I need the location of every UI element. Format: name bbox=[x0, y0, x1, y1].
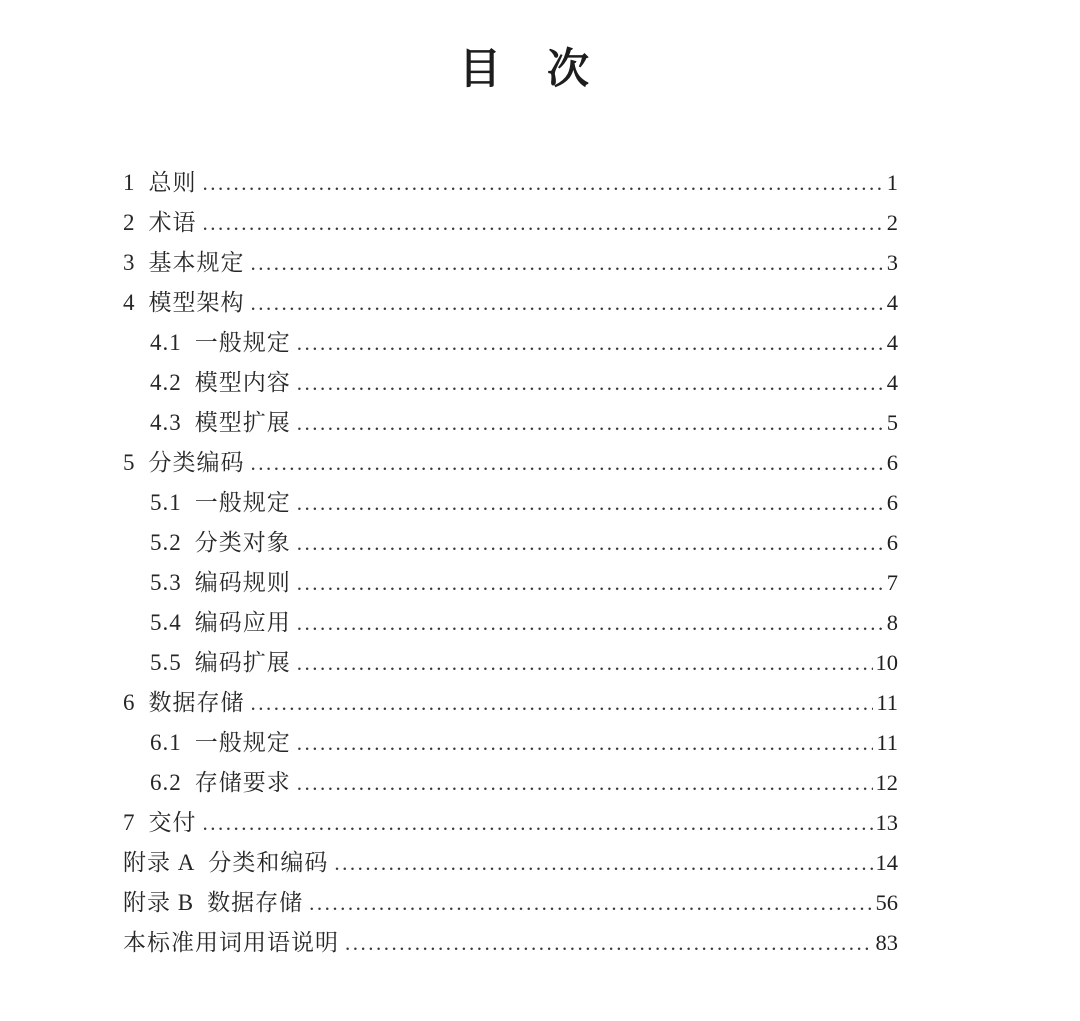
toc-entry[interactable] bbox=[123, 284, 898, 324]
toc-entry-page-number: 13 bbox=[875, 810, 898, 835]
dot-leader-line bbox=[203, 170, 884, 196]
toc-entry-number: 5.5 bbox=[150, 650, 182, 675]
toc-entry-title[interactable]: 分类编码 bbox=[148, 450, 245, 475]
toc-entry-number: 3 bbox=[123, 250, 136, 275]
toc-entry-page-number: 11 bbox=[876, 690, 898, 715]
toc-entry-page-number: 5 bbox=[886, 410, 898, 435]
toc-entry-page-number: 3 bbox=[886, 250, 898, 275]
toc-entry[interactable] bbox=[123, 764, 898, 804]
toc-entry-number: 7 bbox=[123, 810, 136, 835]
toc-entry-number: 4.3 bbox=[150, 410, 182, 435]
dot-leader-line bbox=[297, 530, 884, 556]
toc-entry-page-number: 56 bbox=[875, 890, 898, 915]
toc-entry-title[interactable]: 总则 bbox=[148, 170, 197, 195]
toc-entry[interactable] bbox=[123, 884, 898, 924]
toc-entry-page-number: 8 bbox=[886, 610, 898, 635]
dot-leader-line bbox=[203, 210, 884, 236]
toc-entry-title[interactable]: 一般规定 bbox=[194, 730, 291, 755]
toc-entry-title[interactable]: 编码规则 bbox=[194, 570, 291, 595]
toc-entry-page-number: 12 bbox=[875, 770, 898, 795]
toc-entry[interactable] bbox=[123, 404, 898, 444]
toc-entry-number: 附录 A bbox=[123, 850, 196, 875]
dot-leader-line bbox=[297, 330, 884, 356]
toc-entry-number: 6 bbox=[123, 690, 136, 715]
toc-entry[interactable] bbox=[123, 724, 898, 764]
toc-entry-number: 附录 B bbox=[123, 890, 195, 915]
toc-entry-page-number: 4 bbox=[886, 370, 898, 395]
toc-entry[interactable] bbox=[123, 164, 898, 204]
toc-entry-page-number: 1 bbox=[886, 170, 898, 195]
toc-entry-title[interactable]: 编码扩展 bbox=[194, 650, 291, 675]
toc-entry[interactable] bbox=[123, 364, 898, 404]
dot-leader-line bbox=[297, 370, 884, 396]
toc-entry-title[interactable]: 一般规定 bbox=[194, 490, 291, 515]
toc-entry-number: 5 bbox=[123, 450, 136, 475]
dot-leader-line bbox=[297, 610, 884, 636]
toc-entry-number: 4 bbox=[123, 290, 136, 315]
toc-entry-title[interactable]: 模型扩展 bbox=[194, 410, 291, 435]
dot-leader-line bbox=[297, 490, 884, 516]
toc-entry-number: 4.2 bbox=[150, 370, 182, 395]
toc-entry-title[interactable]: 交付 bbox=[148, 810, 197, 835]
toc-entry-title[interactable]: 基本规定 bbox=[148, 250, 245, 275]
dot-leader-line bbox=[334, 850, 872, 876]
toc-entry[interactable] bbox=[123, 564, 898, 604]
toc-entry[interactable] bbox=[123, 844, 898, 884]
dot-leader-line bbox=[345, 930, 873, 956]
toc-entry[interactable] bbox=[123, 644, 898, 684]
toc-entry-page-number: 6 bbox=[886, 450, 898, 475]
toc-entry[interactable] bbox=[123, 924, 898, 964]
toc-entry-number: 6.2 bbox=[150, 770, 182, 795]
toc-entry[interactable] bbox=[123, 604, 898, 644]
toc-entry-page-number: 4 bbox=[886, 330, 898, 355]
toc-entry[interactable] bbox=[123, 484, 898, 524]
toc-entry-number: 1 bbox=[123, 170, 136, 195]
toc-entry-number: 4.1 bbox=[150, 330, 182, 355]
toc-entry[interactable] bbox=[123, 324, 898, 364]
toc-entry-title[interactable]: 存储要求 bbox=[194, 770, 291, 795]
toc-entry-page-number: 4 bbox=[886, 290, 898, 315]
dot-leader-line bbox=[251, 290, 884, 316]
toc-entry-page-number: 14 bbox=[875, 850, 898, 875]
toc-entry[interactable] bbox=[123, 444, 898, 484]
dot-leader-line bbox=[203, 810, 873, 836]
toc-entry[interactable] bbox=[123, 524, 898, 564]
toc-entry-page-number: 7 bbox=[886, 570, 898, 595]
dot-leader-line bbox=[297, 570, 884, 596]
dot-leader-line bbox=[251, 450, 884, 476]
toc-entry[interactable] bbox=[123, 244, 898, 284]
dot-leader-line bbox=[309, 890, 872, 916]
toc-entry-number: 5.3 bbox=[150, 570, 182, 595]
toc-entry-title[interactable]: 数据存储 bbox=[207, 890, 304, 915]
toc-entry-page-number: 11 bbox=[876, 730, 898, 755]
toc-entry[interactable] bbox=[123, 204, 898, 244]
page-title: 目 次 bbox=[458, 47, 591, 93]
toc-entry-page-number: 10 bbox=[875, 650, 898, 675]
toc-entry-title[interactable]: 模型架构 bbox=[148, 290, 245, 315]
toc-entry-title[interactable]: 本标准用词用语说明 bbox=[123, 930, 339, 955]
toc-entry-title[interactable]: 一般规定 bbox=[194, 330, 291, 355]
dot-leader-line bbox=[251, 250, 884, 276]
toc-entry-page-number: 83 bbox=[875, 930, 898, 955]
toc-list bbox=[123, 164, 898, 964]
dot-leader-line bbox=[297, 730, 874, 756]
toc-entry[interactable] bbox=[123, 804, 898, 844]
toc-entry[interactable] bbox=[123, 684, 898, 724]
toc-entry-title[interactable]: 编码应用 bbox=[194, 610, 291, 635]
dot-leader-line bbox=[297, 770, 873, 796]
dot-leader-line bbox=[251, 690, 874, 716]
toc-entry-number: 6.1 bbox=[150, 730, 182, 755]
toc-entry-page-number: 2 bbox=[886, 210, 898, 235]
toc-entry-number: 5.4 bbox=[150, 610, 182, 635]
dot-leader-line bbox=[297, 410, 884, 436]
toc-entry-page-number: 6 bbox=[886, 490, 898, 515]
toc-entry-title[interactable]: 分类和编码 bbox=[208, 850, 329, 875]
toc-entry-number: 2 bbox=[123, 210, 136, 235]
toc-entry-page-number: 6 bbox=[886, 530, 898, 555]
toc-entry-number: 5.1 bbox=[150, 490, 182, 515]
toc-entry-title[interactable]: 模型内容 bbox=[194, 370, 291, 395]
toc-entry-title[interactable]: 分类对象 bbox=[194, 530, 291, 555]
dot-leader-line bbox=[297, 650, 873, 676]
toc-entry-title[interactable]: 数据存储 bbox=[148, 690, 245, 715]
toc-entry-title[interactable]: 术语 bbox=[148, 210, 197, 235]
toc-entry-number: 5.2 bbox=[150, 530, 182, 555]
